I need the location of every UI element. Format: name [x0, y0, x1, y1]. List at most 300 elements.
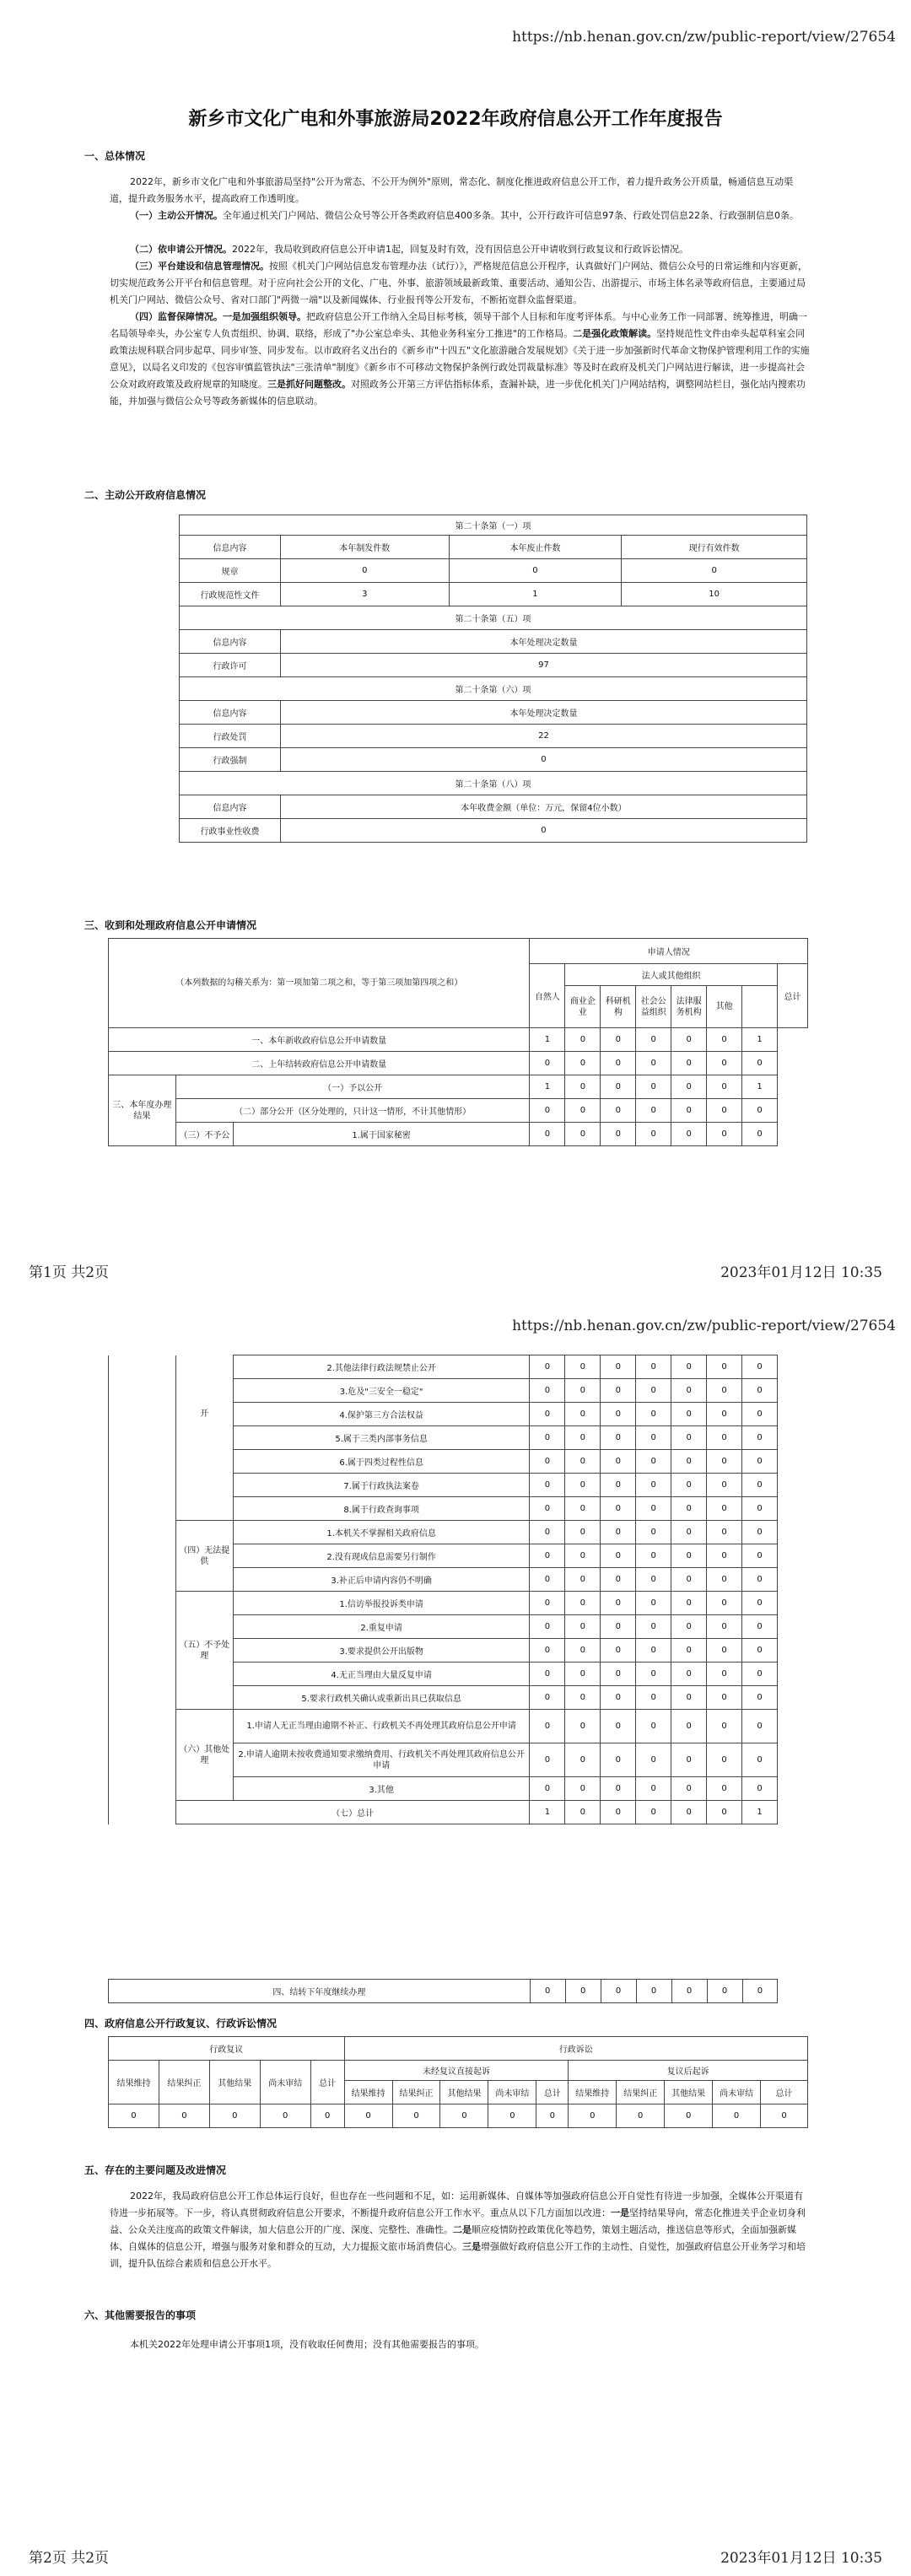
cell: 0: [565, 1615, 601, 1639]
cell: 0: [636, 1777, 671, 1801]
col-abolish: 本年废止件数: [449, 536, 622, 559]
cell: 0: [671, 1028, 707, 1052]
cell: 0: [636, 1497, 671, 1521]
cell: 0: [636, 1980, 671, 2003]
cell: 0: [671, 1450, 707, 1474]
cell: 0: [601, 1686, 636, 1710]
lit2-keep: 结果维持: [569, 2081, 617, 2104]
cell: 0: [601, 1075, 636, 1099]
col-other: 其他: [707, 986, 742, 1028]
cell: 0: [159, 2104, 209, 2128]
cell: 0: [707, 1355, 742, 1379]
row-fee-value: 0: [280, 819, 806, 843]
cell: 0: [671, 1615, 707, 1639]
cell: 0: [742, 1615, 778, 1639]
section-6-heading: 六、其他需要报告的事项: [84, 2309, 197, 2321]
art20-8-header: 第二十条第（八）项: [180, 772, 807, 795]
cell: 0: [636, 1403, 671, 1426]
cell: 0: [636, 1028, 671, 1052]
lit1-other: 其他结果: [440, 2081, 488, 2104]
cell: 0: [742, 1426, 778, 1450]
cell: 0: [601, 1099, 636, 1123]
cell: 0: [565, 1123, 601, 1146]
col-business: 商业企业: [565, 986, 601, 1028]
cell: 0: [707, 1686, 742, 1710]
g5-item-2-label: 2.重复申请: [233, 1615, 530, 1639]
g6-item-3-label: 3.其他: [233, 1777, 530, 1801]
cell: 0: [565, 1544, 601, 1568]
cell: 1: [742, 1075, 778, 1099]
cell: 0: [565, 1355, 601, 1379]
section-1-paragraph-4: （三）平台建设和信息管理情况。按照《机关门户网站信息发布管理办法（试行）》，严格规范信息公开程序，认真做好门户网站、微信公众号的日常运维和内容更新，切实规范政务公开平台和信息管理。对于应向社会公开的文化、广电、外事、旅游领域最新政策、重要活动、通知公告、出游提示、市场主体名录等政府信息，主要通过局机关门户网站、微信公众号、省对口部门"两微一端"以及新闻媒体、行业报刊等公开发布，不断拓宽群众监督渠道。: [110, 261, 807, 305]
cell: 0: [707, 1743, 742, 1777]
lit1-correct: 结果纠正: [392, 2081, 440, 2104]
lit1-pending: 尚未审结: [488, 2081, 536, 2104]
section-1-paragraph-2: （一）主动公开情况。全年通过机关门户网站、微信公众号等公开各类政府信息400多条。其中，公开行政许可信息97条、行政处罚信息22条、行政强制信息0条。: [130, 210, 799, 221]
cell: 0: [742, 1099, 778, 1123]
cell: 0: [344, 2104, 392, 2128]
cell: 0: [565, 1980, 601, 2003]
cell: 0: [707, 1474, 742, 1497]
cell: 0: [565, 1099, 601, 1123]
page-url: https://nb.henan.gov.cn/zw/public-report/view/27654: [512, 29, 896, 46]
application-table-part3: [108, 1979, 808, 2003]
cell: 0: [665, 2104, 713, 2128]
cell: 0: [742, 1474, 778, 1497]
cell: 0: [742, 1777, 778, 1801]
not-reviewed-header: 未经复议直接起诉: [344, 2061, 569, 2081]
cell: 0: [601, 1123, 636, 1146]
cell: 0: [530, 1544, 565, 1568]
g3-item-3-label: 3.危及"三安全一稳定": [233, 1379, 530, 1403]
cell: 0: [530, 1355, 565, 1379]
cell: 0: [742, 1450, 778, 1474]
row-regulation-new: 0: [280, 559, 449, 583]
cell: 0: [260, 2104, 310, 2128]
cell: 0: [707, 1615, 742, 1639]
cell: 0: [671, 1980, 707, 2003]
result-label-continued: [109, 1355, 176, 1824]
cell: 0: [636, 1544, 671, 1568]
art20-5-header: 第二十条第（五）项: [180, 606, 807, 630]
application-table-part2: [108, 1355, 808, 1824]
g3-label-bottom: 开: [175, 1355, 233, 1521]
g3-item-2-label: 2.其他法律行政法规禁止公开: [233, 1355, 530, 1379]
cell: 0: [601, 1639, 636, 1663]
cell: 0: [530, 1710, 565, 1743]
cell: 0: [565, 1568, 601, 1592]
cell: 0: [671, 1568, 707, 1592]
cell: 0: [636, 1801, 671, 1824]
cell: 0: [636, 1663, 671, 1686]
cell: 0: [742, 1568, 778, 1592]
cell: 0: [310, 2104, 344, 2128]
section-2-heading: 二、主动公开政府信息情况: [84, 489, 207, 501]
cell: 0: [530, 1099, 565, 1123]
lit2-total: 总计: [761, 2081, 808, 2104]
section-1-paragraph-1: 2022年，新乡市文化广电和外事旅游局坚持"公开为常态、不公开为例外"原则，常态化、制度化推进政府信息公开工作，着力提升政务公开质量，畅通信息互动渠道，提升政务服务水平，提高政府工作透明度。: [110, 176, 794, 204]
g4-item-1-label: 1.本机关不掌握相关政府信息: [233, 1521, 530, 1544]
table-row: [109, 1075, 808, 1099]
g4-item-3-label: 3.补正后申请内容仍不明确: [233, 1568, 530, 1592]
row-penalty-value: 22: [280, 725, 806, 748]
application-table-part1: [108, 938, 808, 1146]
cell: 0: [565, 1379, 601, 1403]
cell: 0: [742, 1639, 778, 1663]
cell: 0: [392, 2104, 440, 2128]
g3-item-5-label: 5.属于三类内部事务信息: [233, 1426, 530, 1450]
cell: 0: [671, 1663, 707, 1686]
g2-label: （二）部分公开（区分处理的，只计这一情形，不计其他情形）: [175, 1099, 530, 1123]
g6-item-2-label: 2.申请人逾期未按收费通知要求缴纳费用、行政机关不再处理其政府信息公开申请: [233, 1743, 530, 1777]
g3-item-7-label: 7.属于行政执法案卷: [233, 1474, 530, 1497]
section-5-paragraph: 2022年，我局政府信息公开工作总体运行良好，但也存在一些问题和不足，如：运用新媒体、自媒体等加强政府信息公开自觉性有待进一步加强，全媒体公开渠道有待进一步拓展等。下一步，将认真贯彻政府信息公开要求，不断提升政府信息公开工作水平。重点从以下几方面加以改进：一是坚持结果导向，常态化推进关乎企业切身利益、公众关注度高的政策文件解读，加大信息公开的广度、深度、完整性、准确性。二是顺应疫情防控政策优化等趋势，策划主题活动，推送信息等形式，全面加强新媒体、自媒体的信息公开，增强与服务对象和群众的互动，大力提振文旅市场消费信心。三是增强做好政府信息公开工作的主动性、自觉性，加强政府信息公开业务学习和培训，提升队伍综合素质和信息公开水平。: [110, 2191, 806, 2269]
after-review-header: 复议后起诉: [569, 2061, 808, 2081]
review-keep: 结果维持: [109, 2061, 159, 2104]
cell: 0: [530, 1403, 565, 1426]
cell: 0: [707, 1099, 742, 1123]
g1-label: （一）予以公开: [175, 1075, 530, 1099]
cell: 0: [530, 1474, 565, 1497]
cell: 0: [707, 1568, 742, 1592]
cell: 0: [742, 1521, 778, 1544]
cell: 0: [601, 1743, 636, 1777]
cell: 0: [565, 1497, 601, 1521]
col-content: 信息内容: [180, 795, 281, 819]
review-correct: 结果纠正: [159, 2061, 209, 2104]
row-next-year-label: 四、结转下年度继续办理: [109, 1980, 531, 2003]
cell: 0: [601, 1403, 636, 1426]
cell: 0: [488, 2104, 536, 2128]
review-pending: 尚未审结: [260, 2061, 310, 2104]
cell: 0: [671, 1123, 707, 1146]
cell: 0: [617, 2104, 665, 2128]
cell: 0: [707, 1075, 742, 1099]
cell: 1: [530, 1075, 565, 1099]
cell: 0: [601, 1568, 636, 1592]
cell: 0: [601, 1497, 636, 1521]
row-penalty-name: 行政处罚: [180, 725, 281, 748]
review-other: 其他结果: [209, 2061, 260, 2104]
cell: 0: [565, 1686, 601, 1710]
page-url: https://nb.henan.gov.cn/zw/public-report/view/27654: [512, 1318, 896, 1334]
cell: 0: [601, 1474, 636, 1497]
cell: 1: [742, 1028, 778, 1052]
g5-item-3-label: 3.要求提供公开出版物: [233, 1639, 530, 1663]
col-content: 信息内容: [180, 536, 281, 559]
cell: 0: [636, 1379, 671, 1403]
section-4-heading: 四、政府信息公开行政复议、行政诉讼情况: [84, 2018, 278, 2029]
g5-label: （五）不予处理: [175, 1592, 233, 1710]
cell: 0: [707, 1028, 742, 1052]
cell: 0: [530, 1686, 565, 1710]
cell: 0: [565, 1450, 601, 1474]
cell: 0: [530, 1568, 565, 1592]
cell: 0: [742, 1497, 778, 1521]
cell: 0: [671, 1710, 707, 1743]
art20-1-header: 第二十条第（一）项: [180, 515, 807, 536]
cell: 0: [530, 1592, 565, 1615]
col-decision: 本年处理决定数量: [280, 630, 806, 654]
col-natural: 自然人: [530, 964, 565, 1028]
section-1-paragraph-5: （四）监督保障情况。一是加强组织领导。把政府信息公开工作纳入全局目标考核，领导干部个人目标和年度考评体系。与中心业务工作一同部署、统筹推进，明确一名局领导牵头，办公室专人负责组织、协调、联络，形成了"办公室总牵头、其他业务科室分工推进"的工作格局。二是强化政策解读。坚持规范性文件由牵头起草科室会同政策法规科联合同步起草、同步审签、同步发布。以市政府名义出台的《新乡市"十四五"文化旅游融合发展规划》《关于进一步加强新时代革命文物保护管理利用工作的实施意见》，以局名义印发的《包容审慎监管执法"三张清单"制度》《新乡市不可移动文物保护条例行政处罚裁量标准》等及时在政府及机关门户网站进行解读，进一步提高社会公众对政府政策及政府规章的知晓度。三是抓好问题整改。对照政务公开第三方评估指标体系，查漏补缺，进一步优化机关门户网站结构，调整网站栏目，强化站内搜索功能，并加强与微信公众号等政务新媒体的信息联动。: [110, 311, 810, 407]
cell: 0: [565, 1801, 601, 1824]
cell: 0: [530, 1639, 565, 1663]
cell: 0: [713, 2104, 761, 2128]
cell: 0: [636, 1639, 671, 1663]
cell: 0: [636, 1521, 671, 1544]
cell: 0: [530, 1521, 565, 1544]
art20-6-header: 第二十条第（六）项: [180, 677, 807, 701]
cell: 0: [601, 1801, 636, 1824]
col-fee: 本年收费金额（单位：万元，保留4位小数）: [280, 795, 806, 819]
cell: 0: [530, 1663, 565, 1686]
cell: 0: [707, 1426, 742, 1450]
section-3-heading: 三、收到和处理政府信息公开申请情况: [84, 919, 257, 931]
cell: 0: [742, 1686, 778, 1710]
cell: 0: [707, 1497, 742, 1521]
cell: 0: [636, 1592, 671, 1615]
row-force-name: 行政强制: [180, 748, 281, 772]
cell: 0: [601, 1355, 636, 1379]
row-regulation-name: 规章: [180, 559, 281, 583]
cell: 0: [707, 1592, 742, 1615]
cell: 0: [671, 1777, 707, 1801]
cell: 0: [671, 1426, 707, 1450]
cell: 0: [636, 1450, 671, 1474]
cell: 0: [707, 1403, 742, 1426]
cell: 0: [565, 1075, 601, 1099]
cell: 0: [707, 1980, 742, 2003]
cell: 0: [601, 1544, 636, 1568]
col-valid: 现行有效件数: [622, 536, 807, 559]
cell: 0: [707, 1801, 742, 1824]
cell: 0: [636, 1099, 671, 1123]
col-content: 信息内容: [180, 701, 281, 725]
logic-note: （本列数据的勾稽关系为：第一项加第二项之和，等于第三项加第四项之和）: [109, 939, 530, 1028]
row-regulation-valid: 0: [622, 559, 807, 583]
cell: 0: [636, 1474, 671, 1497]
cell: 0: [761, 2104, 808, 2128]
cell: 0: [671, 1592, 707, 1615]
applicant-header: 申请人情况: [530, 939, 808, 964]
cell: 0: [440, 2104, 488, 2128]
g3-item-6-label: 6.属于四类过程性信息: [233, 1450, 530, 1474]
cell: 0: [742, 1663, 778, 1686]
col-content: 信息内容: [180, 630, 281, 654]
section-5-heading: 五、存在的主要问题及改进情况: [84, 2164, 227, 2176]
cell: 0: [636, 1743, 671, 1777]
cell: 0: [707, 1521, 742, 1544]
cell: 0: [671, 1379, 707, 1403]
cell: 0: [671, 1497, 707, 1521]
spacer: [778, 1980, 808, 2003]
row-carry-label: 二、上年结转政府信息公开申请数量: [109, 1052, 530, 1075]
cell: 0: [565, 1403, 601, 1426]
cell: 0: [565, 1710, 601, 1743]
row-permit-value: 97: [280, 654, 806, 677]
section-6-paragraph: 本机关2022年处理申请公开事项1项，没有收取任何费用；没有其他需要报告的事项。: [130, 2339, 484, 2350]
cell: 0: [707, 1777, 742, 1801]
cell: 0: [636, 1426, 671, 1450]
row-regulation-abolish: 0: [449, 559, 622, 583]
cell: 0: [601, 1777, 636, 1801]
cell: 1: [530, 1801, 565, 1824]
cell: 0: [742, 1123, 778, 1146]
row-fee-name: 行政事业性收费: [180, 819, 281, 843]
cell: 0: [636, 1568, 671, 1592]
lit2-other: 其他结果: [665, 2081, 713, 2104]
cell: 0: [530, 1379, 565, 1403]
g7-label: （七）总计: [175, 1801, 530, 1824]
g3-item-1-label: 1.属于国家秘密: [233, 1123, 530, 1146]
cell: 0: [530, 1615, 565, 1639]
cell: 0: [530, 1980, 565, 2003]
cell: 0: [636, 1052, 671, 1075]
litigation-header: 行政诉讼: [344, 2037, 807, 2061]
cell: 0: [707, 1544, 742, 1568]
footer-page-number: 第2页 共2页: [29, 2550, 110, 2567]
cell: 0: [601, 1426, 636, 1450]
cell: 0: [671, 1099, 707, 1123]
cell: 0: [530, 1743, 565, 1777]
cell: 0: [742, 1592, 778, 1615]
footer-datetime: 2023年01月12日 10:35: [720, 2550, 882, 2567]
cell: 0: [601, 1663, 636, 1686]
cell: 0: [565, 1052, 601, 1075]
cell: 0: [565, 1521, 601, 1544]
cell: 0: [707, 1123, 742, 1146]
cell: 0: [565, 1777, 601, 1801]
cell: 0: [707, 1379, 742, 1403]
cell: 0: [530, 1052, 565, 1075]
cell: 0: [530, 1497, 565, 1521]
cell: 0: [530, 1123, 565, 1146]
row-force-value: 0: [280, 748, 806, 772]
cell: 0: [742, 1403, 778, 1426]
cell: 0: [565, 1592, 601, 1615]
cell: 0: [742, 1980, 778, 2003]
cell: 0: [530, 1426, 565, 1450]
cell: 0: [565, 1663, 601, 1686]
cell: 0: [742, 1052, 778, 1075]
g4-item-2-label: 2.没有现成信息需要另行制作: [233, 1544, 530, 1568]
cell: 0: [536, 2104, 569, 2128]
cell: 0: [636, 1123, 671, 1146]
cell: 0: [636, 1075, 671, 1099]
cell: 0: [209, 2104, 260, 2128]
cell: 0: [707, 1710, 742, 1743]
cell: 1: [530, 1028, 565, 1052]
g5-item-1-label: 1.信访举报投诉类申请: [233, 1592, 530, 1615]
cell: 0: [742, 1710, 778, 1743]
cell: 0: [671, 1075, 707, 1099]
section-1-heading: 一、总体情况: [84, 150, 146, 162]
col-legal: 法人或其他组织: [565, 964, 778, 986]
cell: 0: [742, 1544, 778, 1568]
cell: 0: [707, 1450, 742, 1474]
review-total: 总计: [310, 2061, 344, 2104]
cell: 0: [671, 1355, 707, 1379]
cell: 0: [707, 1052, 742, 1075]
cell: 0: [569, 2104, 617, 2128]
cell: 0: [601, 1379, 636, 1403]
col-law: 法律服务机构: [671, 986, 707, 1028]
g6-item-1-label: 1.申请人无正当理由逾期不补正、行政机关不再处理其政府信息公开申请: [233, 1710, 530, 1743]
cell: 0: [636, 1686, 671, 1710]
lit1-total: 总计: [536, 2081, 569, 2104]
cell: 0: [671, 1544, 707, 1568]
table-row: [109, 1052, 808, 1075]
g4-label: （四）无法提供: [175, 1521, 233, 1592]
table-row: [109, 1099, 808, 1123]
cell: 0: [742, 1743, 778, 1777]
cell: 0: [565, 1028, 601, 1052]
lit2-pending: 尚未审结: [713, 2081, 761, 2104]
cell: 0: [707, 1639, 742, 1663]
row-normative-valid: 10: [622, 583, 807, 606]
cell: 0: [636, 1710, 671, 1743]
cell: 0: [636, 1615, 671, 1639]
row-normative-abolish: 1: [449, 583, 622, 606]
cell: 0: [671, 1403, 707, 1426]
review-header: 行政复议: [109, 2037, 345, 2061]
report-title: 新乡市文化广电和外事旅游局2022年政府信息公开工作年度报告: [188, 109, 723, 130]
cell: 0: [742, 1355, 778, 1379]
cell: 0: [671, 1686, 707, 1710]
cell: 0: [601, 1980, 636, 2003]
cell: 0: [671, 1052, 707, 1075]
col-new: 本年制发件数: [280, 536, 449, 559]
row-normative-new: 3: [280, 583, 449, 606]
cell: 0: [742, 1379, 778, 1403]
g5-item-5-label: 5.要求行政机关确认或重新出具已获取信息: [233, 1686, 530, 1710]
cell: 0: [109, 2104, 159, 2128]
proactive-disclosure-table: [179, 515, 807, 843]
result-label: 三、本年度办理结果: [109, 1075, 176, 1146]
cell: 0: [601, 1521, 636, 1544]
cell: 1: [742, 1801, 778, 1824]
g3-item-8-label: 8.属于行政查询事项: [233, 1497, 530, 1521]
cell: 0: [530, 1777, 565, 1801]
col-decision: 本年处理决定数量: [280, 701, 806, 725]
cell: 0: [671, 1743, 707, 1777]
cell: 0: [601, 1710, 636, 1743]
g3-item-4-label: 4.保护第三方合法权益: [233, 1403, 530, 1426]
cell: 0: [565, 1474, 601, 1497]
cell: 0: [565, 1639, 601, 1663]
cell: 0: [601, 1052, 636, 1075]
lit2-correct: 结果纠正: [617, 2081, 665, 2104]
table-row: [109, 2104, 808, 2128]
review-litigation-table: [108, 2036, 808, 2128]
col-total: 总计: [777, 964, 807, 1028]
cell: 0: [601, 1615, 636, 1639]
cell: 0: [636, 1355, 671, 1379]
table-row: [109, 1123, 808, 1146]
cell: 0: [565, 1426, 601, 1450]
g5-item-4-label: 4.无正当理由大量反复申请: [233, 1663, 530, 1686]
lit1-keep: 结果维持: [344, 2081, 392, 2104]
g6-label: （六）其他处理: [175, 1710, 233, 1801]
col-social: 社会公益组织: [636, 986, 671, 1028]
cell: 0: [707, 1663, 742, 1686]
section-1-paragraph-3: （二）依申请公开情况。2022年，我局收到政府信息公开申请1起，回复及时有效，没有因信息公开申请收到行政复议和行政诉讼情况。: [130, 244, 688, 255]
footer-page-number: 第1页 共2页: [29, 1264, 110, 1281]
cell: 0: [671, 1521, 707, 1544]
cell: 0: [530, 1450, 565, 1474]
row-permit-name: 行政许可: [180, 654, 281, 677]
